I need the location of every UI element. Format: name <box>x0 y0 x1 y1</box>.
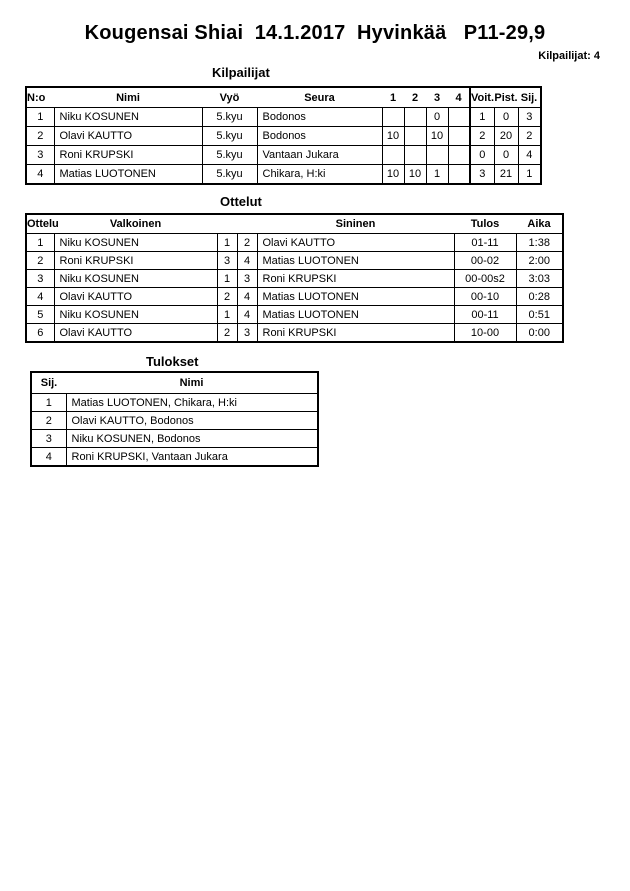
competitors-header-row <box>26 87 541 108</box>
cell-club: Chikara, H:ki <box>257 165 382 185</box>
matches-table <box>25 213 564 343</box>
cell-belt: 5.kyu <box>202 165 257 185</box>
table-row <box>31 430 318 448</box>
cell-place: 1 <box>518 165 541 185</box>
cell-round3: 10 <box>426 127 448 146</box>
cell-time: 0:51 <box>516 306 563 324</box>
cell-time: 1:38 <box>516 234 563 252</box>
results-header-row <box>31 372 318 394</box>
column-header-round1: 1 <box>382 87 404 108</box>
cell-white-no: 3 <box>217 252 237 270</box>
column-header-points: Pist. <box>494 87 518 108</box>
cell-result: 00-00s2 <box>454 270 516 288</box>
cell-round2: 10 <box>404 165 426 185</box>
cell-white-name: Niku KOSUNEN <box>54 234 217 252</box>
cell-result: 00-11 <box>454 306 516 324</box>
cell-match-no: 2 <box>26 252 54 270</box>
cell-wins: 2 <box>470 127 494 146</box>
column-header-wins: Voit. <box>470 87 494 108</box>
cell-blue-no: 4 <box>237 288 257 306</box>
page-title: Kougensai Shiai 14.1.2017 Hyvinkää P11-29,9 <box>84 22 546 44</box>
cell-white-no: 2 <box>217 288 237 306</box>
cell-round2 <box>404 146 426 165</box>
column-header-blue: Sininen <box>257 214 454 234</box>
cell-club: Vantaan Jukara <box>257 146 382 165</box>
cell-no: 4 <box>26 165 54 185</box>
cell-result: 10-00 <box>454 324 516 343</box>
column-header-name: Nimi <box>54 87 202 108</box>
cell-time: 3:03 <box>516 270 563 288</box>
cell-blue-name: Matias LUOTONEN <box>257 252 454 270</box>
cell-round3: 1 <box>426 165 448 185</box>
participants-count: Kilpailijat: 4 <box>538 50 600 62</box>
cell-name: Roni KRUPSKI <box>54 146 202 165</box>
table-row <box>26 165 541 185</box>
cell-blue-name: Roni KRUPSKI <box>257 270 454 288</box>
cell-result: 00-10 <box>454 288 516 306</box>
cell-round1: 10 <box>382 127 404 146</box>
column-header-time: Aika <box>516 214 563 234</box>
matches-header-row <box>26 214 563 234</box>
column-header-round3: 3 <box>426 87 448 108</box>
cell-white-name: Olavi KAUTTO <box>54 324 217 343</box>
cell-white-no: 2 <box>217 324 237 343</box>
matches-heading: Ottelut <box>220 194 262 209</box>
cell-points: 0 <box>494 108 518 127</box>
column-header-place: Sij. <box>31 372 66 394</box>
cell-round1 <box>382 146 404 165</box>
cell-place: 4 <box>31 448 66 467</box>
cell-points: 21 <box>494 165 518 185</box>
cell-place: 3 <box>31 430 66 448</box>
column-header-no: N:o <box>26 87 54 108</box>
table-row <box>31 412 318 430</box>
table-row <box>26 324 563 343</box>
results-table <box>30 371 319 467</box>
cell-result: 01-11 <box>454 234 516 252</box>
cell-white-name: Niku KOSUNEN <box>54 270 217 288</box>
table-row <box>26 270 563 288</box>
cell-round4 <box>448 146 470 165</box>
cell-place: 2 <box>31 412 66 430</box>
cell-white-name: Roni KRUPSKI <box>54 252 217 270</box>
table-row <box>26 234 563 252</box>
cell-white-no: 1 <box>217 306 237 324</box>
cell-result: 00-02 <box>454 252 516 270</box>
column-header-club: Seura <box>257 87 382 108</box>
cell-round1 <box>382 108 404 127</box>
cell-match-no: 1 <box>26 234 54 252</box>
cell-name: Matias LUOTONEN, Chikara, H:ki <box>66 394 318 412</box>
cell-blue-no: 4 <box>237 252 257 270</box>
cell-blue-no: 2 <box>237 234 257 252</box>
cell-wins: 0 <box>470 146 494 165</box>
cell-time: 0:28 <box>516 288 563 306</box>
table-row <box>26 252 563 270</box>
cell-points: 20 <box>494 127 518 146</box>
cell-place: 3 <box>518 108 541 127</box>
table-row <box>26 288 563 306</box>
cell-match-no: 4 <box>26 288 54 306</box>
cell-round3 <box>426 146 448 165</box>
cell-belt: 5.kyu <box>202 108 257 127</box>
cell-no: 2 <box>26 127 54 146</box>
cell-round3: 0 <box>426 108 448 127</box>
cell-white-no: 1 <box>217 234 237 252</box>
table-row <box>26 127 541 146</box>
cell-name: Niku KOSUNEN, Bodonos <box>66 430 318 448</box>
cell-match-no: 5 <box>26 306 54 324</box>
table-row <box>26 146 541 165</box>
cell-blue-name: Olavi KAUTTO <box>257 234 454 252</box>
cell-white-no: 1 <box>217 270 237 288</box>
table-row <box>31 448 318 467</box>
cell-name: Matias LUOTONEN <box>54 165 202 185</box>
cell-blue-no: 4 <box>237 306 257 324</box>
cell-wins: 1 <box>470 108 494 127</box>
column-header-round2: 2 <box>404 87 426 108</box>
cell-match-no: 3 <box>26 270 54 288</box>
competitors-heading: Kilpailijat <box>212 65 270 80</box>
column-header-white: Valkoinen <box>54 214 217 234</box>
cell-time: 0:00 <box>516 324 563 343</box>
column-header-round4: 4 <box>448 87 470 108</box>
cell-no: 3 <box>26 146 54 165</box>
cell-round2 <box>404 108 426 127</box>
column-header-name: Nimi <box>66 372 318 394</box>
cell-place: 1 <box>31 394 66 412</box>
cell-wins: 3 <box>470 165 494 185</box>
cell-no: 1 <box>26 108 54 127</box>
cell-round4 <box>448 165 470 185</box>
cell-match-no: 6 <box>26 324 54 343</box>
cell-name: Roni KRUPSKI, Vantaan Jukara <box>66 448 318 467</box>
table-row <box>31 394 318 412</box>
cell-place: 4 <box>518 146 541 165</box>
cell-time: 2:00 <box>516 252 563 270</box>
cell-points: 0 <box>494 146 518 165</box>
cell-round2 <box>404 127 426 146</box>
cell-blue-name: Roni KRUPSKI <box>257 324 454 343</box>
column-header-place: Sij. <box>518 87 541 108</box>
cell-blue-no: 3 <box>237 270 257 288</box>
cell-white-name: Olavi KAUTTO <box>54 288 217 306</box>
results-heading: Tulokset <box>146 354 199 369</box>
cell-round1: 10 <box>382 165 404 185</box>
column-header-belt: Vyö <box>202 87 257 108</box>
column-header-result: Tulos <box>454 214 516 234</box>
table-row <box>26 108 541 127</box>
cell-name: Olavi KAUTTO <box>54 127 202 146</box>
competitors-table <box>25 86 542 185</box>
cell-blue-no: 3 <box>237 324 257 343</box>
column-header-blue-no <box>237 214 257 234</box>
cell-belt: 5.kyu <box>202 127 257 146</box>
cell-round4 <box>448 127 470 146</box>
cell-name: Niku KOSUNEN <box>54 108 202 127</box>
cell-blue-name: Matias LUOTONEN <box>257 306 454 324</box>
table-row <box>26 306 563 324</box>
cell-club: Bodonos <box>257 127 382 146</box>
cell-belt: 5.kyu <box>202 146 257 165</box>
cell-blue-name: Matias LUOTONEN <box>257 288 454 306</box>
cell-name: Olavi KAUTTO, Bodonos <box>66 412 318 430</box>
column-header-white-no <box>217 214 237 234</box>
cell-round4 <box>448 108 470 127</box>
cell-club: Bodonos <box>257 108 382 127</box>
cell-place: 2 <box>518 127 541 146</box>
cell-white-name: Niku KOSUNEN <box>54 306 217 324</box>
column-header-match: Ottelu <box>26 214 54 234</box>
